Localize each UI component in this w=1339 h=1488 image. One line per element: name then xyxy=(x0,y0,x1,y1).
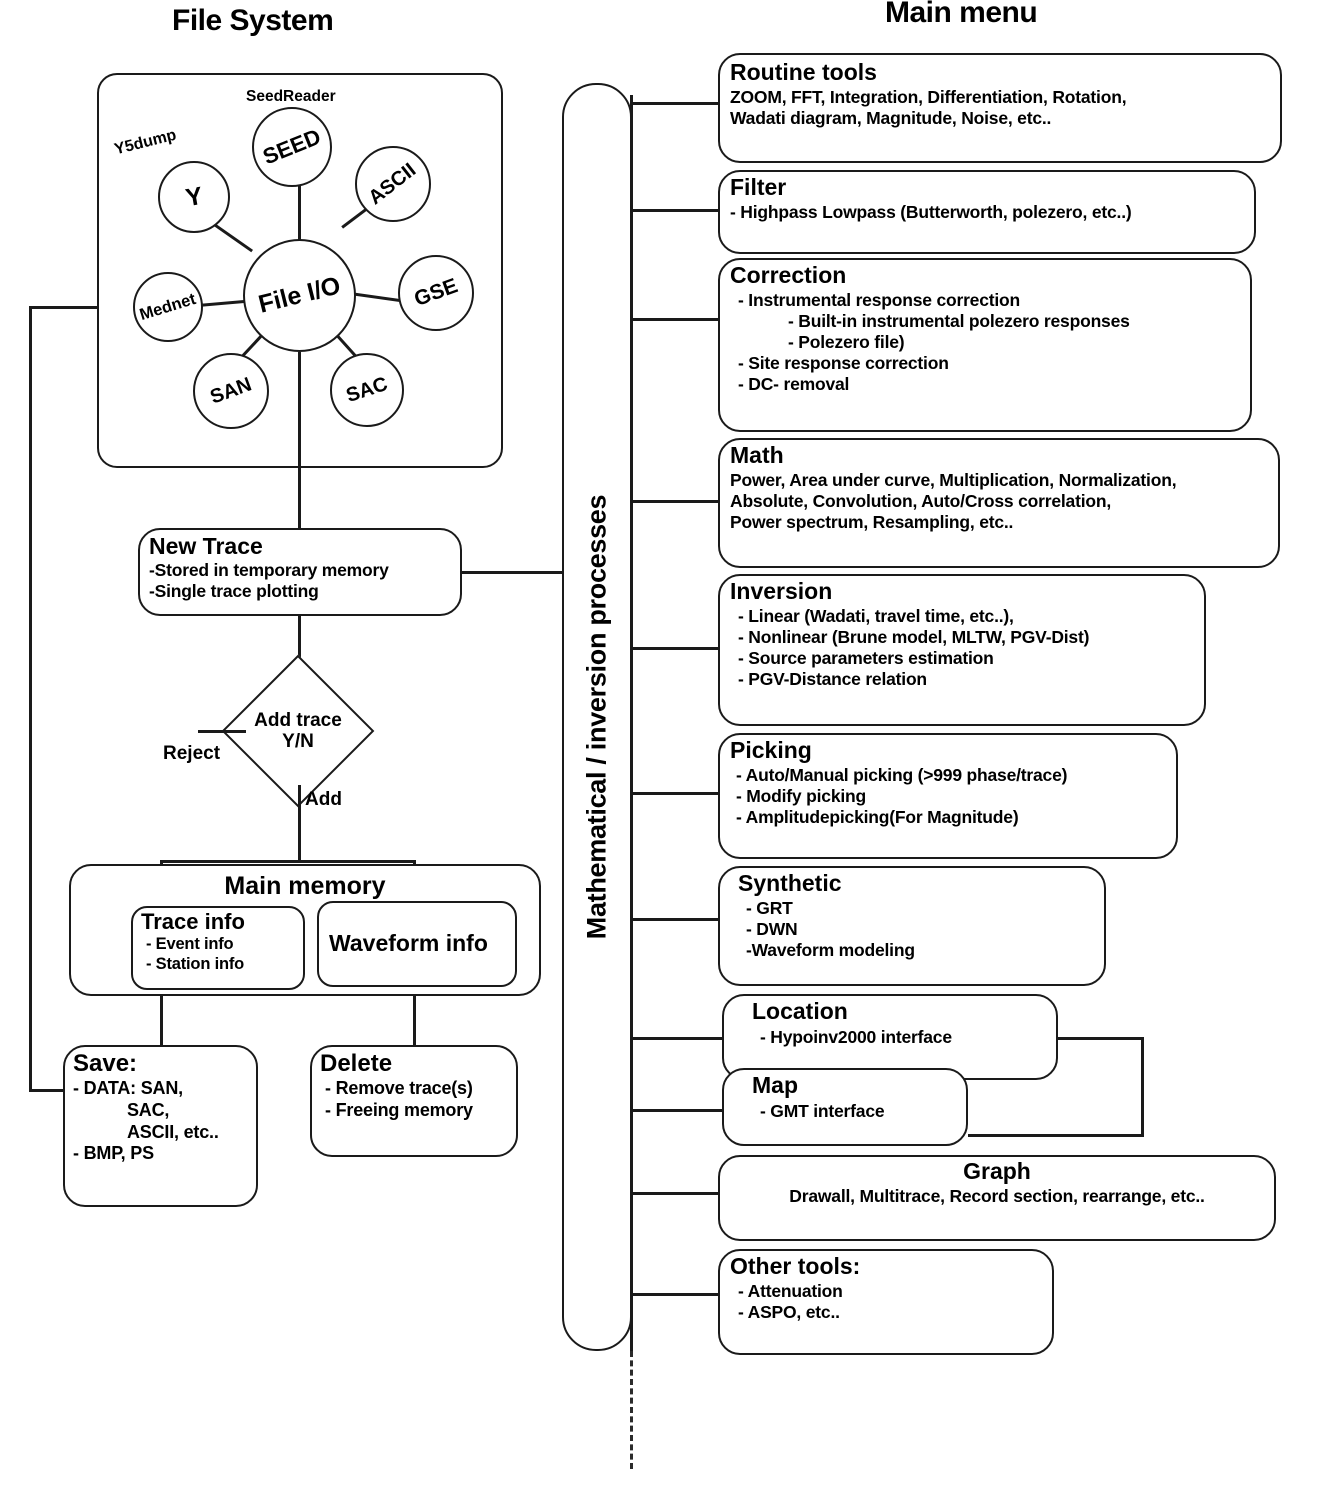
branch-line-location xyxy=(630,1037,722,1040)
page-title-file-system: File System xyxy=(172,4,334,37)
menu-card-picking-line-1: - Auto/Manual picking (>999 phase/trace) xyxy=(736,765,1068,786)
waveform-info-box[interactable] xyxy=(317,901,517,987)
trace-info-line-1: - Event info xyxy=(146,935,234,954)
menu-card-correction-line-4: - Site response correction xyxy=(738,353,949,374)
delete-line-2: - Freeing memory xyxy=(325,1100,473,1121)
node-san-label: SAN xyxy=(207,372,255,409)
location-map-bracket-bottom xyxy=(968,1134,1144,1137)
menu-card-synthetic-header: Synthetic xyxy=(738,870,842,896)
node-seed-label: SEED xyxy=(259,123,325,170)
trace-info-box[interactable] xyxy=(131,906,305,990)
connector-newtrace-to-spine xyxy=(462,571,575,574)
menu-card-graph[interactable] xyxy=(718,1155,1276,1241)
node-ascii-label: ASCII xyxy=(364,158,421,209)
new-trace-header: New Trace xyxy=(149,533,263,559)
menu-card-picking-header: Picking xyxy=(730,737,812,763)
trace-info-header: Trace info xyxy=(141,909,245,934)
delete-header: Delete xyxy=(320,1050,393,1077)
reject-branch-line xyxy=(198,730,246,733)
delete-line-1: - Remove trace(s) xyxy=(325,1078,473,1099)
menu-card-graph-line-1: Drawall, Multitrace, Record section, rearrange, etc.. xyxy=(789,1186,1205,1207)
node-y-caption: Y5dump xyxy=(112,126,179,159)
menu-card-filter-header: Filter xyxy=(730,174,787,200)
menu-card-inversion-header: Inversion xyxy=(730,578,833,604)
menu-card-routine-tools-line-2: Wadati diagram, Magnitude, Noise, etc.. xyxy=(730,108,1052,129)
menu-card-inversion-line-1: - Linear (Wadati, travel time, etc..), xyxy=(738,606,1014,627)
branch-line-inversion xyxy=(630,647,722,650)
save-box[interactable] xyxy=(63,1045,258,1207)
menu-card-map-header: Map xyxy=(752,1072,798,1098)
location-map-bracket-top xyxy=(1058,1037,1144,1040)
menu-card-correction[interactable] xyxy=(718,258,1252,432)
save-header: Save: xyxy=(73,1050,138,1077)
menu-card-location-header: Location xyxy=(752,998,848,1024)
menu-card-routine-tools-line-1: ZOOM, FFT, Integration, Differentiation, Rotation, xyxy=(730,87,1127,108)
menu-card-filter-line-1: - Highpass Lowpass (Butterworth, polezero, etc..) xyxy=(730,202,1132,223)
node-sac[interactable] xyxy=(330,353,404,427)
menu-card-correction-line-2: - Built-in instrumental polezero responses xyxy=(788,311,1130,332)
menu-card-inversion-line-3: - Source parameters estimation xyxy=(738,648,994,669)
node-ascii[interactable] xyxy=(355,146,431,222)
feedback-loop-left xyxy=(29,306,32,1092)
node-gse-label: GSE xyxy=(411,274,461,311)
menu-card-graph-header: Graph xyxy=(963,1158,1031,1184)
save-line-1: - DATA: SAN, xyxy=(73,1078,183,1099)
branch-line-other-tools xyxy=(630,1293,722,1296)
menu-card-other-tools[interactable] xyxy=(718,1249,1054,1355)
node-seed[interactable] xyxy=(252,107,332,187)
decision-line-2: Y/N xyxy=(282,731,314,753)
node-y-label: Y xyxy=(183,181,205,212)
node-mednet-label: Mednet xyxy=(137,289,199,324)
menu-card-other-tools-line-1: - Attenuation xyxy=(738,1281,843,1302)
menu-card-inversion-line-2: - Nonlinear (Brune model, MLTW, PGV-Dist) xyxy=(738,627,1090,648)
connector-fileio-to-newtrace xyxy=(298,352,301,530)
file-io-hub-label: File I/O xyxy=(255,271,344,319)
connector-traceinfo-to-save xyxy=(160,996,163,1046)
menu-card-math[interactable] xyxy=(718,438,1280,568)
branch-line-picking xyxy=(630,792,722,795)
add-label: Add xyxy=(305,789,342,810)
node-gse[interactable] xyxy=(398,255,474,331)
page-title-main-menu: Main menu xyxy=(885,0,1038,29)
menu-card-inversion-line-4: - PGV-Distance relation xyxy=(738,669,927,690)
menu-card-location-line-1: - Hypoinv2000 interface xyxy=(760,1027,952,1048)
menu-card-correction-line-1: - Instrumental response correction xyxy=(738,290,1021,311)
decision-line-1: Add trace xyxy=(254,710,342,731)
save-line-4: - BMP, PS xyxy=(73,1143,154,1164)
menu-card-synthetic[interactable] xyxy=(718,866,1106,986)
reject-label: Reject xyxy=(163,743,221,764)
save-line-2: SAC, xyxy=(127,1100,170,1121)
menu-card-synthetic-line-2: - DWN xyxy=(746,919,798,940)
menu-card-other-tools-line-2: - ASPO, etc.. xyxy=(738,1302,840,1323)
memory-fork-horizontal xyxy=(160,860,415,863)
node-san[interactable] xyxy=(193,353,269,429)
delete-box[interactable] xyxy=(310,1045,518,1157)
branch-line-routine-tools xyxy=(630,102,722,105)
feedback-loop-top xyxy=(29,306,99,309)
branch-line-math xyxy=(630,500,722,503)
new-trace-box[interactable] xyxy=(138,528,462,616)
connector-waveform-to-delete xyxy=(413,996,416,1046)
menu-card-map[interactable] xyxy=(722,1068,968,1146)
menu-card-math-line-3: Power spectrum, Resampling, etc.. xyxy=(730,512,1014,533)
menu-card-synthetic-line-1: - GRT xyxy=(746,898,793,919)
menu-card-math-line-2: Absolute, Convolution, Auto/Cross correlation, xyxy=(730,491,1111,512)
menu-card-inversion[interactable] xyxy=(718,574,1206,726)
branch-line-filter xyxy=(630,209,722,212)
add-branch-line xyxy=(298,785,301,861)
processes-spine xyxy=(562,83,632,1351)
menu-card-routine-tools-header: Routine tools xyxy=(730,59,877,85)
menu-card-correction-header: Correction xyxy=(730,262,847,288)
processes-spine-label: Mathematical / inversion processes xyxy=(581,494,612,940)
trace-info-line-2: - Station info xyxy=(146,955,245,974)
node-y[interactable] xyxy=(158,161,230,233)
menu-card-synthetic-line-3: -Waveform modeling xyxy=(746,940,915,961)
menu-card-correction-line-3: - Polezero file) xyxy=(788,332,905,353)
branch-line-graph xyxy=(630,1192,722,1195)
menu-card-math-header: Math xyxy=(730,442,784,468)
main-memory-header: Main memory xyxy=(224,872,386,900)
branch-line-synthetic xyxy=(630,918,722,921)
menu-card-other-tools-header: Other tools: xyxy=(730,1253,861,1279)
node-seed-caption: SeedReader xyxy=(246,88,336,105)
menu-card-filter[interactable] xyxy=(718,170,1256,254)
menu-card-math-line-1: Power, Area under curve, Multiplication, Normalization, xyxy=(730,470,1177,491)
menu-card-picking-line-3: - Amplitudepicking(For Magnitude) xyxy=(736,807,1019,828)
menu-card-picking[interactable] xyxy=(718,733,1178,859)
waveform-info-header: Waveform info xyxy=(329,930,488,957)
save-line-3: ASCII, etc.. xyxy=(127,1121,219,1142)
menu-card-picking-line-2: - Modify picking xyxy=(736,786,866,807)
new-trace-line-2: -Single trace plotting xyxy=(149,581,319,602)
file-io-hub[interactable] xyxy=(243,239,356,352)
node-mednet[interactable] xyxy=(133,272,203,342)
new-trace-line-1: -Stored in temporary memory xyxy=(149,560,389,581)
location-map-bracket-right xyxy=(1141,1037,1144,1136)
menu-card-map-line-1: - GMT interface xyxy=(760,1101,885,1122)
branch-rail-dashed xyxy=(630,1351,633,1469)
menu-card-correction-line-5: - DC- removal xyxy=(738,374,850,395)
branch-rail xyxy=(630,95,633,1351)
menu-card-routine-tools[interactable] xyxy=(718,53,1282,163)
decision-label xyxy=(238,710,358,753)
node-sac-label: SAC xyxy=(343,372,391,407)
branch-line-correction xyxy=(630,318,722,321)
branch-line-map xyxy=(630,1109,722,1112)
